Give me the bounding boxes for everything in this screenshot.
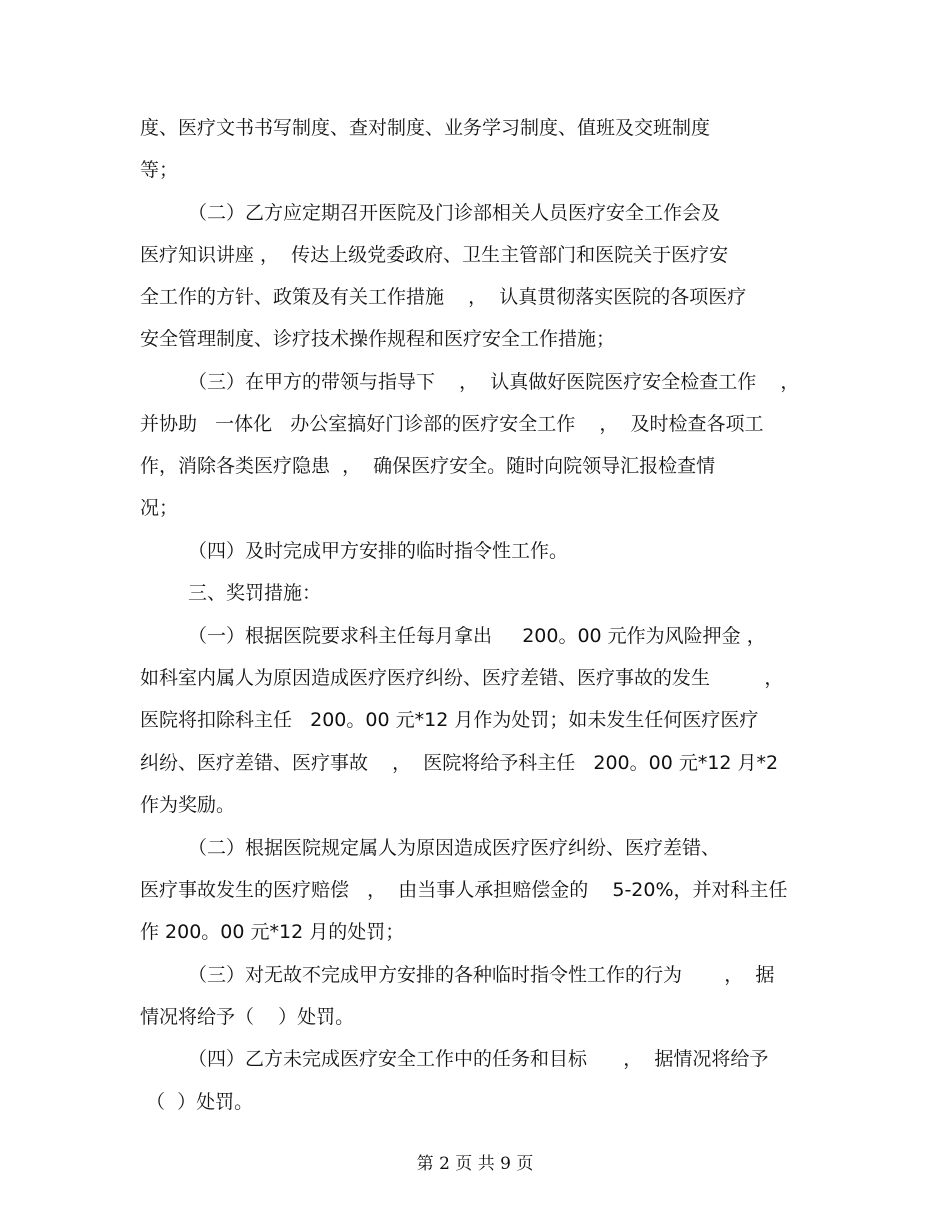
text-line: 况；: [140, 497, 179, 519]
text-line: 作为奖励。: [140, 794, 236, 816]
text-line: 度、医疗文书书写制度、查对制度、业务学习制度、值班及交班制度: [140, 117, 711, 139]
text-line: （四）及时完成甲方安排的临时指令性工作。: [188, 540, 569, 562]
section-heading: 三、奖罚措施：: [188, 582, 322, 604]
text-line: （一）根据医院要求科主任每月拿出 200。00 元作为风险押金 ，: [188, 625, 766, 647]
text-line: （二）乙方应定期召开医院及门诊部相关人员医疗安全工作会及: [188, 202, 721, 224]
text-line: （ ）处罚。: [146, 1091, 254, 1113]
text-line: 医疗知识讲座 ， 传达上级党委政府、卫生主管部门和医院关于医疗安: [140, 244, 729, 266]
text-line: 情况将给予（ ）处罚。: [140, 1006, 355, 1028]
text-line: 并协助 一体化 办公室搞好门诊部的医疗安全工作 ， 及时检查各项工: [140, 413, 764, 435]
text-line: （四）乙方未完成医疗安全工作中的任务和目标 ， 据情况将给予: [188, 1048, 769, 1070]
text-line: （二）根据医院规定属人为原因造成医疗医疗纠纷、医疗差错、: [188, 837, 721, 859]
text-line: 安全管理制度、诊疗技术操作规程和医疗安全工作措施；: [140, 328, 616, 350]
text-line: 等；: [140, 159, 179, 181]
text-line: （三）在甲方的带领与指导下 ， 认真做好医院医疗安全检查工作 ，: [188, 371, 800, 393]
text-line: 作 200。00 元*12 月的处罚；: [140, 921, 405, 943]
text-line: 全工作的方针、政策及有关工作措施 ， 认真贯彻落实医院的各项医疗: [140, 286, 747, 308]
text-line: （三）对无故不完成甲方安排的各种临时指令性工作的行为 ， 据: [188, 964, 775, 986]
page-footer: 第 2 页 共 9 页: [416, 1154, 534, 1174]
text-line: 如科室内属人为原因造成医疗医疗纠纷、医疗差错、医疗事故的发生 ，: [140, 667, 784, 689]
text-line: 医院将扣除科主任 200。00 元*12 月作为处罚；如未发生任何医疗医疗: [140, 709, 759, 731]
text-line: 纠纷、医疗差错、医疗事故 ， 医院将给予科主任 200。00 元*12 月*2: [140, 752, 779, 774]
text-line: 作，消除各类医疗隐患 ， 确保医疗安全。随时向院领导汇报检查情: [140, 455, 716, 477]
text-line: 医疗事故发生的医疗赔偿 ， 由当事人承担赔偿金的 5-20%，并对科主任: [140, 879, 788, 901]
